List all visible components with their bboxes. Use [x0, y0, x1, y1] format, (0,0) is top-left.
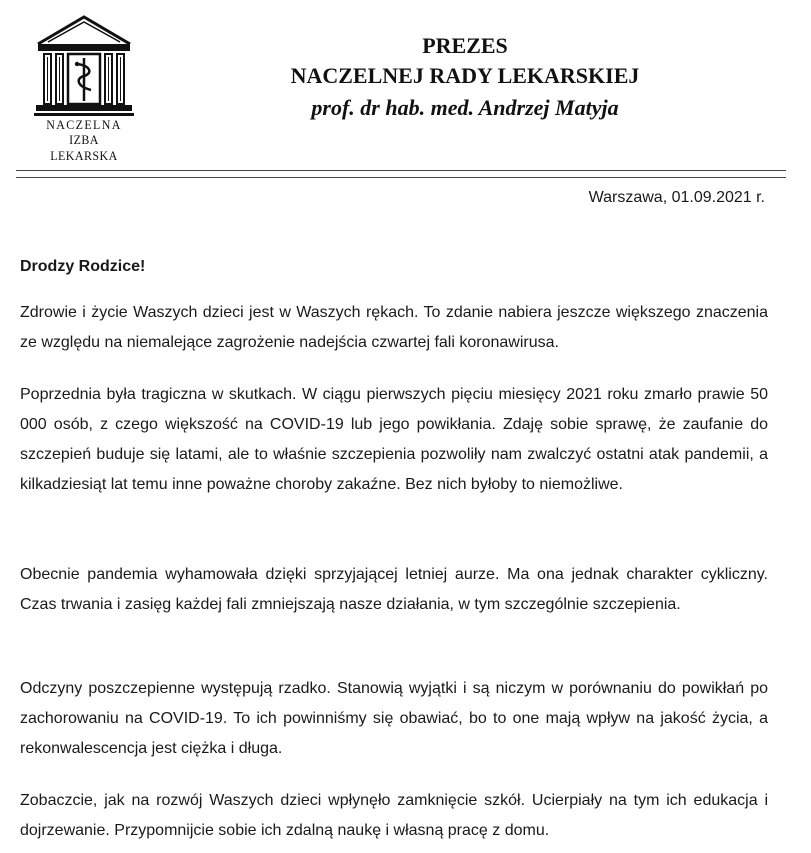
naczelna-izba-lekarska-logo — [34, 14, 134, 163]
temple-emblem-icon — [34, 14, 134, 118]
letter-paragraph: Obecnie pandemia wyhamowała dzięki sprzyjającej letniej aurze. Ma ona jednak charakter cykliczny. Czas trwania i zasięg każdej fali zmniejszają nasze działania, w tym szczególnie szczepienia. — [20, 566, 768, 613]
header-subtitle: NACZELNEJ RADY LEKARSKIEJ — [290, 63, 640, 88]
header-divider-bottom — [16, 177, 786, 178]
header-author: prof. dr hab. med. Andrzej Matyja — [311, 95, 619, 120]
letter-paragraph: Odczyny poszczepienne występują rzadko. Stanowią wyjątki i są niczym w porównaniu do powikłań po zachorowaniu na COVID-19. To ich powinniśmy się obawiać, bo to one mają wpływ na jakość życia, a rekonwalescencja jest ciężka i długa. — [20, 680, 768, 757]
header-divider-top — [16, 170, 786, 171]
logo-text-izba-lekarska: IZBA LEKARSKA — [50, 132, 118, 163]
letter-greeting: Drodzy Rodzice! — [20, 258, 146, 275]
letter-paragraph: Zobaczcie, jak na rozwój Waszych dzieci wpłynęło zamknięcie szkół. Ucierpiały na tym ich edukacja i dojrzewanie. Przypomnijcie sobie ich zdalną naukę i własną pracę z domu. — [20, 792, 768, 839]
letter-date: Warszawa, 01.09.2021 r. — [588, 189, 765, 206]
logo-text-naczelna: NACZELNA — [46, 117, 122, 132]
letter-paragraph: Poprzednia była tragiczna w skutkach. W ciągu pierwszych pięciu miesięcy 2021 roku zmarło prawie 50 000 osób, z czego większość na COVID-19 lub jego powikłania. Zdaję sobie sprawę, że zaufanie do szczepień buduje się latami, ale to właśnie szczepienia pozwoliły nam zwalczyć ostatni atak pandemii, a kilkadziesiąt lat temu inne poważne choroby zakaźne. Bez nich byłoby to niemożliwe. — [20, 386, 768, 493]
header-title: PREZES — [422, 33, 508, 58]
letter-paragraph: Zdrowie i życie Waszych dzieci jest w Waszych rękach. To zdanie nabiera jeszcze większego znaczenia ze względu na niemalejące zagrożenie nadejścia czwartej fali koronawirusa. — [20, 304, 768, 351]
